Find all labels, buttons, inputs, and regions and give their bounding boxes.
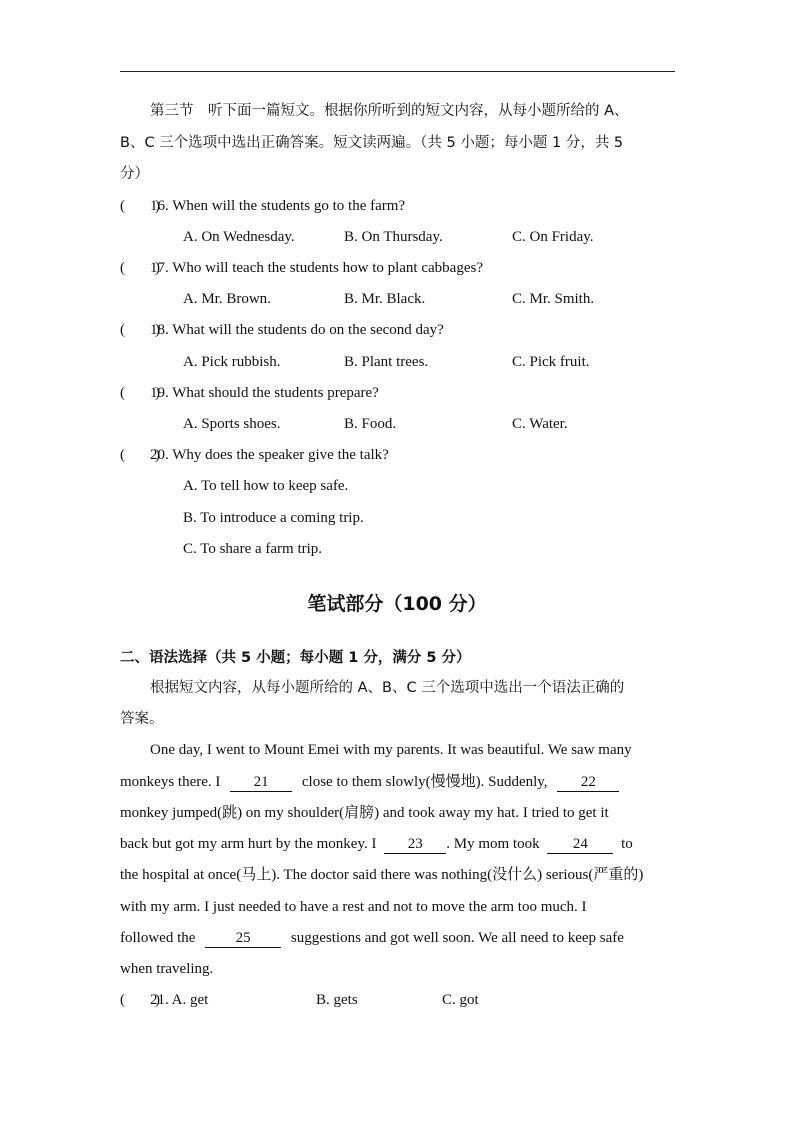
passage-text: monkeys there. I xyxy=(120,774,221,790)
passage-line-1: One day, I went to Mount Emei with my parents. It was beautiful. We saw many xyxy=(150,742,632,758)
written-part-title: 笔试部分（100 分） xyxy=(307,593,487,615)
option-b: B. Food. xyxy=(344,416,397,432)
blank-21[interactable]: 21 xyxy=(230,774,292,792)
section3-instruction-line1: 第三节 听下面一篇短文。根据你所听到的短文内容，从每小题所给的 A、 xyxy=(150,103,629,119)
blank-23[interactable]: 23 xyxy=(384,836,446,854)
passage-text: monkey jumped(跳) on my shoulder(肩膀) and took away my hat. I tried to get it xyxy=(120,805,609,821)
option-b: B. Mr. Black. xyxy=(344,291,426,307)
answer-bracket[interactable]: ( ) xyxy=(120,322,160,338)
question-16 xyxy=(120,196,405,216)
option-a: A. Pick rubbish. xyxy=(183,354,281,370)
question-stem: 17. Who will teach the students how to plant cabbages? xyxy=(150,260,483,276)
passage-text: . My mom took xyxy=(446,836,540,852)
grammar-instruction-line1: 根据短文内容，从每小题所给的 A、B、C 三个选项中选出一个语法正确的 xyxy=(150,680,625,696)
passage-text: followed the xyxy=(120,930,196,946)
option-c: C. Water. xyxy=(512,416,568,432)
question-18 xyxy=(120,320,444,340)
option-c: C. Mr. Smith. xyxy=(512,291,595,307)
passage-text: suggestions and got well soon. We all need to keep safe xyxy=(290,930,624,946)
option-b: B. To introduce a coming trip. xyxy=(183,510,364,526)
option-b: B. Plant trees. xyxy=(344,354,429,370)
passage-line-2 xyxy=(120,772,676,792)
passage-line-7 xyxy=(120,928,676,948)
question-21 xyxy=(120,990,208,1010)
answer-bracket[interactable]: ( ) xyxy=(120,198,160,214)
passage-text: to xyxy=(621,836,633,852)
passage-line-3 xyxy=(120,803,676,823)
question-17 xyxy=(120,258,483,278)
option-c: C. To share a farm trip. xyxy=(183,541,323,557)
option-a: A. Sports shoes. xyxy=(183,416,281,432)
question-20 xyxy=(120,445,389,465)
passage-line-8: when traveling. xyxy=(120,961,214,977)
answer-bracket[interactable]: ( ) xyxy=(120,385,160,401)
option-b: B. On Thursday. xyxy=(344,229,443,245)
option-c: C. On Friday. xyxy=(512,229,594,245)
section3-instruction-line2: B、C 三个选项中选出正确答案。短文读两遍。（共 5 小题；每小题 1 分，共 5 xyxy=(120,135,624,151)
answer-bracket[interactable]: ( ) xyxy=(120,260,160,276)
option-b: B. gets xyxy=(316,992,358,1008)
grammar-section-heading: 二、语法选择（共 5 小题；每小题 1 分，满分 5 分） xyxy=(120,650,471,666)
option-a: A. Mr. Brown. xyxy=(183,291,271,307)
question-stem: 19. What should the students prepare? xyxy=(150,385,379,401)
option-a: A. On Wednesday. xyxy=(183,229,295,245)
passage-text: back but got my arm hurt by the monkey. I xyxy=(120,836,377,852)
passage-line-4 xyxy=(120,834,676,854)
blank-25[interactable]: 25 xyxy=(205,930,281,948)
question-stem: 18. What will the students do on the second day? xyxy=(150,322,444,338)
blank-22[interactable]: 22 xyxy=(557,774,619,792)
blank-24[interactable]: 24 xyxy=(547,836,613,854)
option-a: A. To tell how to keep safe. xyxy=(183,478,349,494)
top-rule xyxy=(120,71,675,72)
grammar-instruction-line2: 答案。 xyxy=(120,711,164,727)
passage-text: close to them slowly(慢慢地). Suddenly, xyxy=(301,774,548,790)
option-c: C. Pick fruit. xyxy=(512,354,590,370)
passage-line-6: with my arm. I just needed to have a rest and not to move the arm too much. I xyxy=(120,899,587,915)
question-19 xyxy=(120,383,379,403)
passage-line-5: the hospital at once(马上). The doctor said there was nothing(没什么) serious(严重的) xyxy=(120,867,644,883)
question-stem: 20. Why does the speaker give the talk? xyxy=(150,447,389,463)
question-stem: 21. A. get xyxy=(150,992,209,1008)
section3-instruction-line3: 分） xyxy=(120,166,149,182)
option-c: C. got xyxy=(442,992,479,1008)
answer-bracket[interactable]: ( ) xyxy=(120,447,160,463)
question-stem: 16. When will the students go to the farm? xyxy=(150,198,406,214)
answer-bracket[interactable]: ( ) xyxy=(120,992,160,1008)
